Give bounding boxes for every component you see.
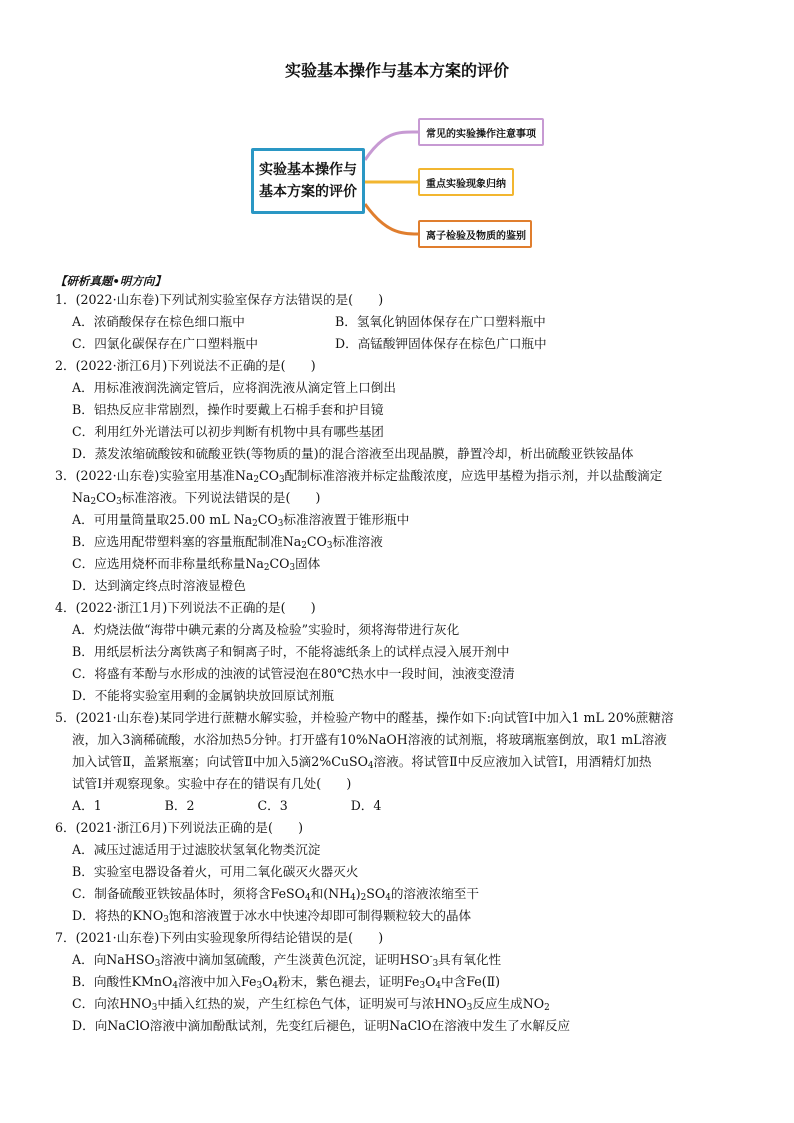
- q5-stem-line-1: 5．(2021·山东卷)某同学进行蔗糖水解实验，并检验产物中的醛基，操作如下:向试管Ⅰ中加入1 mL 20%蔗糖溶: [55, 710, 674, 725]
- q1-option-b: B．氢氧化钠固体保存在广口塑料瓶中: [335, 314, 546, 329]
- q4-stem: 4．(2022·浙江1月)下列说法不正确的是( ): [55, 600, 316, 615]
- q4-option-d: D．不能将实验室用剩的金属钠块放回原试剂瓶: [72, 688, 334, 703]
- q6-option-d: D．将热的$KNO_3$饱和溶液置于冰水中快速冷却即可制得颗粒较大的晶体: [72, 908, 472, 926]
- q2-option-d: D．蒸发浓缩硫酸铵和硫酸亚铁(等物质的量)的混合溶液至出现晶膜，静置冷却，析出硫酸亚铁铵晶体: [72, 446, 634, 461]
- q1-option-d: D．高锰酸钾固体保存在棕色广口瓶中: [335, 336, 547, 351]
- q4-option-b: B．用纸层析法分离铁离子和铜离子时，不能将滤纸条上的试样点浸入展开剂中: [72, 644, 510, 659]
- q3-option-a: A．可用量筒量取25.00 mL $Na_2CO_3$标准溶液置于锥形瓶中: [72, 512, 410, 530]
- q2-option-b: B．铝热反应非常剧烈，操作时要戴上石棉手套和护目镜: [72, 402, 384, 417]
- q7-stem: 7．(2021·山东卷)下列由实验现象所得结论错误的是( ): [55, 930, 384, 945]
- q5-stem-line-3: 加入试管Ⅱ，盖紧瓶塞；向试管Ⅱ中加入5滴2%CuSO$_4$溶液。将试管Ⅱ中反应液加入试管Ⅰ，用酒精灯加热: [72, 754, 652, 772]
- section-heading: 【研析真题•明方向】: [55, 274, 166, 288]
- q2-stem: 2．(2022·浙江6月)下列说法不正确的是( ): [55, 358, 316, 373]
- q1-stem: 1．(2022·山东卷)下列试剂实验室保存方法错误的是( ): [55, 292, 384, 307]
- q6-stem: 6．(2021·浙江6月)下列说法正确的是( ): [55, 820, 304, 835]
- q3-option-c: C．应选用烧杯而非称量纸称量$Na_2CO_3$固体: [72, 556, 321, 574]
- q3-stem: 3．(2022·山东卷)实验室用基准$Na_2CO_3$配制标准溶液并标定盐酸浓度，应选甲基橙为指示剂，并以盐酸滴定: [55, 468, 663, 486]
- q3-option-b: B．应选用配带塑料塞的容量瓶配制准$Na_2CO_3$标准溶液: [72, 534, 383, 552]
- q6-option-a: A．减压过滤适用于过滤胶状氢氧化物类沉淀: [72, 842, 321, 857]
- connector-1: [365, 132, 418, 160]
- mindmap-branch-3: 离子检验及物质的鉴别: [418, 220, 532, 248]
- q6-option-b: B．实验室电器设备着火，可用二氧化碳灭火器灭火: [72, 864, 359, 879]
- q7-option-a: A．向NaHSO$_3$溶液中滴加氢硫酸，产生淡黄色沉淀，证明$HSO^-_3$具有氧化性: [72, 951, 502, 970]
- page-title: 实验基本操作与基本方案的评价: [284, 61, 509, 80]
- mindmap-connectors: [0, 0, 794, 270]
- q5-stem-line-4: 试管Ⅰ并观察现象。实验中存在的错误有几处( ): [72, 776, 352, 791]
- q7-option-d: D．向NaClO溶液中滴加酚酞试剂，先变红后褪色，证明NaClO在溶液中发生了水解反应: [72, 1018, 571, 1033]
- q3-option-d: D．达到滴定终点时溶液显橙色: [72, 578, 246, 593]
- q5-stem-line-2: 液，加入3滴稀硫酸，水浴加热5分钟。打开盛有10%NaOH溶液的试剂瓶，将玻璃瓶塞倒放，取1 mL溶液: [72, 732, 667, 747]
- q6-option-c: C．制备硫酸亚铁铵晶体时，须将含FeSO$_4$和$(NH_4)_2SO_4$的溶液浓缩至干: [72, 886, 479, 904]
- q2-option-a: A．用标准液润洗滴定管后，应将润洗液从滴定管上口倒出: [72, 380, 396, 395]
- question-list: [55, 274, 755, 1037]
- q7-option-b: B．向酸性KMnO$_4$溶液中加入$Fe_3O_4$粉末，紫色褪去，证明$Fe_3O_4$中含Fe(Ⅱ): [72, 974, 501, 992]
- q4-option-c: C．将盛有苯酚与水形成的浊液的试管浸泡在80℃热水中一段时间，浊液变澄清: [72, 666, 515, 681]
- mindmap-center-node: [251, 148, 365, 214]
- q1-option-c: C．四氯化碳保存在广口塑料瓶中: [72, 336, 258, 351]
- q7-option-c: C．向浓$HNO_3$中插入红热的炭，产生红棕色气体，证明炭可与浓$HNO_3$反应生成$NO_2$: [72, 996, 550, 1014]
- mindmap-branch-1: 常见的实验操作注意事项: [418, 118, 544, 146]
- q1-option-a: A．浓硝酸保存在棕色细口瓶中: [72, 314, 245, 329]
- q3-stem-cont: $Na_2CO_3$标准溶液。下列说法错误的是( ): [72, 490, 321, 508]
- center-line-2: 基本方案的评价: [259, 184, 357, 200]
- q2-option-c: C．利用红外光谱法可以初步判断有机物中具有哪些基团: [72, 424, 384, 439]
- center-line-1: 实验基本操作与: [259, 162, 357, 178]
- q1-options-row-1: [55, 311, 755, 333]
- q1-options-row-2: [55, 333, 755, 355]
- mindmap-branch-2: 重点实验现象归纳: [418, 168, 514, 196]
- q4-option-a: A．灼烧法做“海带中碘元素的分离及检验”实验时，须将海带进行灰化: [72, 622, 460, 637]
- q5-options: A．1 B．2 C．3 D．4: [72, 798, 382, 813]
- connector-3: [365, 204, 418, 234]
